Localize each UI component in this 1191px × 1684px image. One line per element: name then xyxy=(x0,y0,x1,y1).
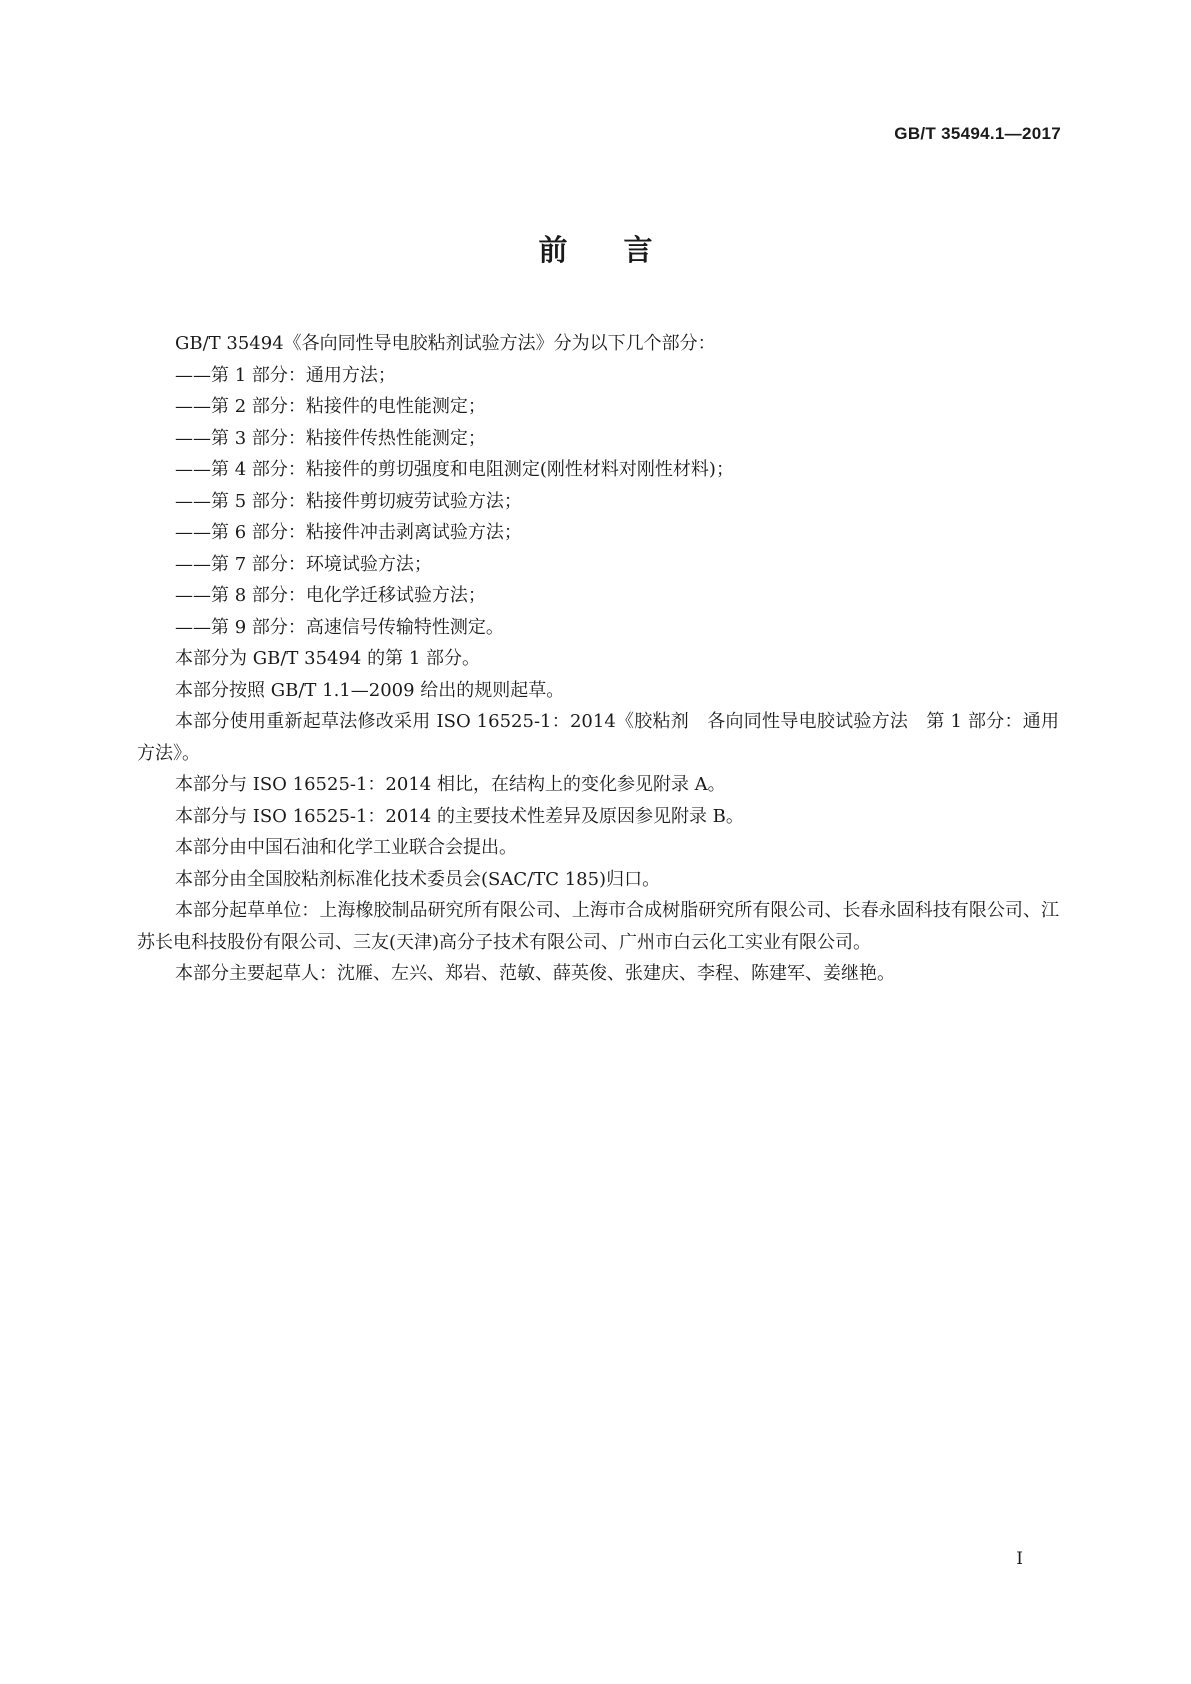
part-item: ——第 1 部分：通用方法； xyxy=(175,364,396,386)
page-number: I xyxy=(1016,1549,1023,1569)
part-item: ——第 5 部分：粘接件剪切疲劳试验方法； xyxy=(175,490,522,512)
part-item: ——第 8 部分：电化学迁移试验方法； xyxy=(175,585,486,606)
paragraph: 本部分主要起草人：沈雁、左兴、郑岩、范敏、薛英俊、张建庆、李程、陈建军、姜继艳。 xyxy=(175,963,895,984)
part-item: ——第 4 部分：粘接件的剪切强度和电阻测定(刚性材料对刚性材料)； xyxy=(175,459,734,480)
part-item: ——第 2 部分：粘接件的电性能测定； xyxy=(175,396,486,417)
paragraph: 本部分按照 GB/T 1.1—2009 给出的规则起草。 xyxy=(175,679,565,701)
standard-code: GB/T 35494.1—2017 xyxy=(894,124,1061,143)
parts-list xyxy=(137,360,1059,644)
paragraph: 本部分由中国石油和化学工业联合会提出。 xyxy=(175,837,517,858)
paragraph: 本部分与 ISO 16525-1：2014 相比，在结构上的变化参见附录 A。 xyxy=(175,774,726,795)
part-item: ——第 6 部分：粘接件冲击剥离试验方法； xyxy=(175,522,522,543)
foreword-body xyxy=(137,328,1059,990)
paragraph: 本部分与 ISO 16525-1：2014 的主要技术性差异及原因参见附录 B。 xyxy=(175,805,744,827)
paragraph: 本部分使用重新起草法修改采用 ISO 16525-1：2014《胶粘剂 各向同性导电胶试验方法 第 1 部分：通用方法》。 xyxy=(137,711,1059,764)
part-item: ——第 3 部分：粘接件传热性能测定； xyxy=(175,427,486,449)
part-item: ——第 9 部分：高速信号传输特性测定。 xyxy=(175,616,504,638)
paragraph: 本部分为 GB/T 35494 的第 1 部分。 xyxy=(175,648,480,669)
paragraph: 本部分起草单位：上海橡胶制品研究所有限公司、上海市合成树脂研究所有限公司、长春永固科技有限公司、江苏长电科技股份有限公司、三友(天津)高分子技术有限公司、广州市白云化工实业有限公司。 xyxy=(137,900,1059,953)
intro-paragraph: GB/T 35494《各向同性导电胶粘剂试验方法》分为以下几个部分： xyxy=(175,333,716,354)
part-item: ——第 7 部分：环境试验方法； xyxy=(175,553,432,575)
paragraph: 本部分由全国胶粘剂标准化技术委员会(SAC/TC 185)归口。 xyxy=(175,868,661,890)
page-title: 前言 xyxy=(538,233,709,267)
